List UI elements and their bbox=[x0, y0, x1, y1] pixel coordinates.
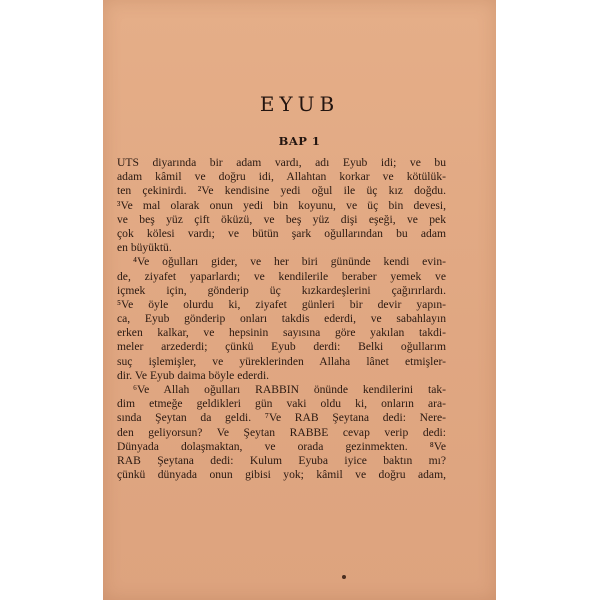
chapter-text bbox=[117, 156, 446, 482]
text-line: en büyüktü. bbox=[117, 241, 172, 255]
text-line: dir. Ve Eyub daima böyle ederdi. bbox=[117, 368, 270, 382]
text-line: sında Şeytan da geldi. ⁷Ve RAB Şeytana dedi: Nere- bbox=[117, 411, 446, 425]
text-line: adam kâmil ve doğru idi, Allahtan korkar ve kötülük- bbox=[117, 170, 446, 184]
book-title: EYUB bbox=[259, 92, 340, 116]
book-page bbox=[103, 0, 496, 600]
chapter-heading: BAP 1 bbox=[278, 134, 321, 148]
text-line: ⁶Ve Allah oğulları RABBIN önünde kendilerini tak- bbox=[133, 383, 446, 396]
text-line: ⁵Ve öyle olurdu ki, ziyafet günleri bir devir yapın- bbox=[117, 297, 446, 311]
page-dot-mark bbox=[342, 575, 346, 579]
text-line: içmek için, gönderip üç kızkardeşlerini çağırırlardı. bbox=[117, 283, 446, 297]
text-line: ⁴Ve oğulları gider, ve her biri gününde kendi evin- bbox=[133, 255, 446, 269]
text-line: RAB Şeytana dedi: Kulum Eyuba iyice baktın mı? bbox=[117, 453, 446, 467]
text-line: Dünyada dolaşmaktan, ve orada gezinmekten. ⁸Ve bbox=[117, 439, 446, 453]
text-line: meler arzederdi; çünkü Eyub derdi: Belki oğullarım bbox=[117, 340, 446, 354]
text-line: dim etmeğe geldikleri gün vaki oldu ki, onların ara- bbox=[117, 397, 446, 411]
text-line: suç işlemişler, ve yüreklerinden Allaha lânet etmişler- bbox=[117, 354, 446, 368]
text-line: den geliyorsun? Ve Şeytan RABBE cevap verip dedi: bbox=[117, 425, 446, 439]
text-line: çünkü dünyada onun gibisi yok; kâmil ve doğru adam, bbox=[117, 468, 446, 482]
text-line: çok kölesi vardı; ve bütün şark oğullarından bu adam bbox=[117, 226, 446, 240]
text-line: ten çekinirdi. ²Ve kendisine yedi oğul ile üç kız doğdu. bbox=[117, 184, 446, 198]
text-line: de, ziyafet yaparlardı; ve kendilerile beraber yemek ve bbox=[117, 269, 446, 283]
text-line: ³Ve mal olarak onun yedi bin koyunu, ve üç bin devesi, bbox=[117, 198, 446, 212]
text-line: erken kalkar, ve hepsinin sayısına göre yakılan takdi- bbox=[117, 326, 446, 340]
text-line: ca, Eyub gönderip onları takdis ederdi, ve sabahlayın bbox=[117, 312, 446, 326]
text-line: ve beş yüz çift öküzü, ve beş yüz dişi eşeği, ve pek bbox=[117, 212, 446, 226]
text-line: UTS diyarında bir adam vardı, adı Eyub idi; ve bu bbox=[117, 156, 446, 169]
